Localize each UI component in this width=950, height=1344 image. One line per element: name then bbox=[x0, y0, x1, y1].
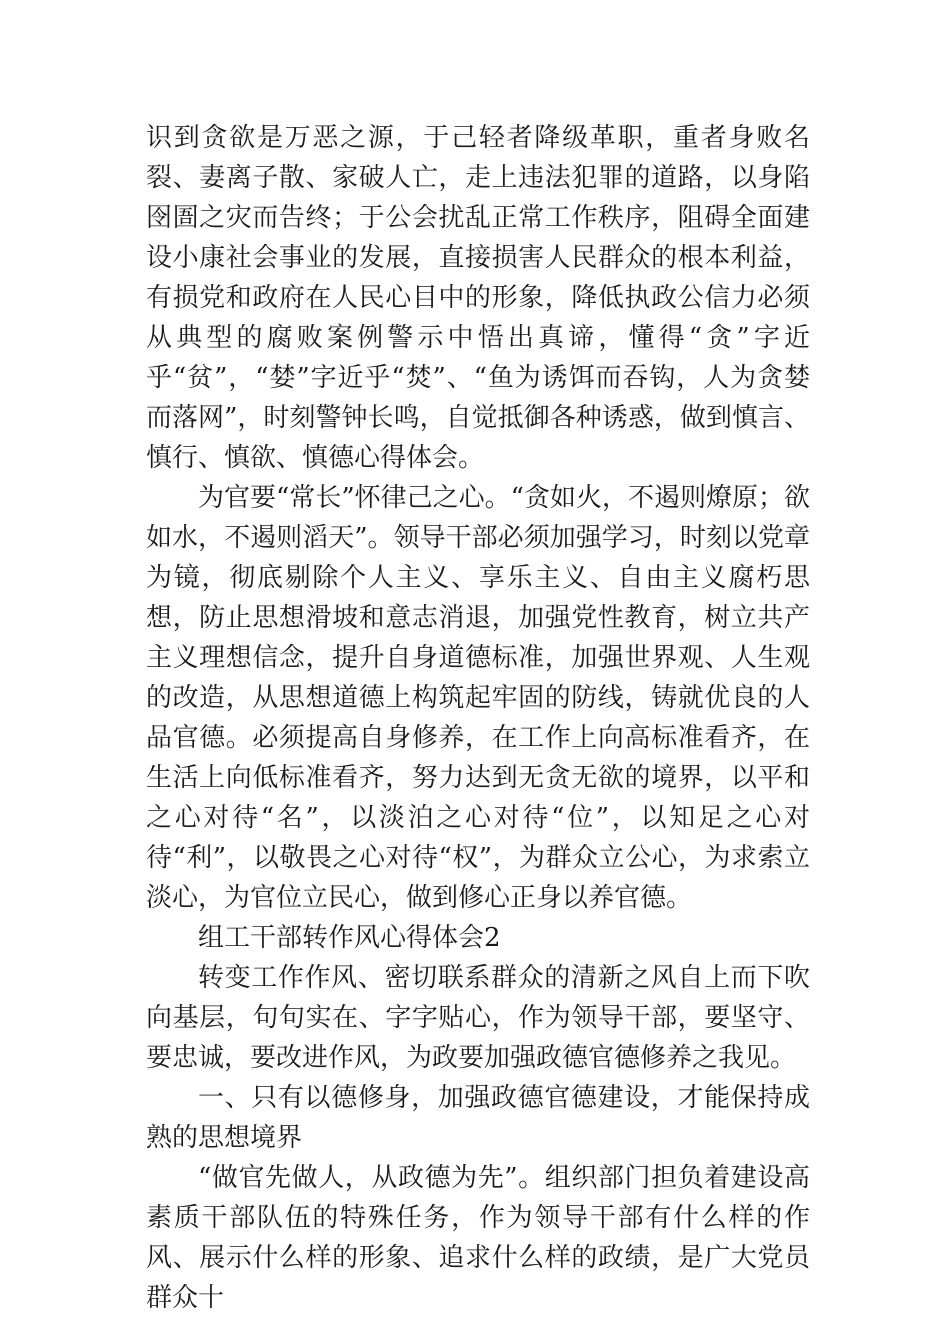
paragraph-greed-warning: 识到贪欲是万恶之源，于己轻者降级革职，重者身败名裂、妻离子散、家破人亡，走上违法犯罪的道路，以身陷囹圄之灾而告终；于公会扰乱正常工作秩序，阻碍全面建设小康社会事业的发展，直接损害人民群众的根本利益，有损党和政府在人民心目中的形象，降低执政公信力必须从典型的腐败案例警示中悟出真谛，懂得“贪”字近乎“贫”，“婪”字近乎“焚”、“鱼为诱饵而吞钩，人为贪婪而落网”，时刻警钟长鸣，自觉抵御各种诱惑，做到慎言、慎行、慎欲、慎德心得体会。 bbox=[146, 123, 810, 473]
section-title: 组工干部转作风心得体会2 bbox=[198, 923, 501, 953]
heading-one: 一、只有以德修身，加强政德官德建设，才能保持成熟的思想境界 bbox=[146, 1083, 810, 1153]
document-page bbox=[146, 118, 810, 1318]
paragraph-virtue-first: “做官先做人，从政德为先”。组织部门担负着建设高素质干部队伍的特殊任务，作为领导干部有什么样的作风、展示什么样的形象、追求什么样的政绩，是广大党员群众十 bbox=[146, 1163, 810, 1313]
paragraph-self-discipline: 为官要“常长”怀律己之心。“贪如火，不遏则燎原；欲如水，不遏则滔天”。领导干部必须加强学习，时刻以党章为镜，彻底剔除个人主义、享乐主义、自由主义腐朽思想，防止思想滑坡和意志消退，加强党性教育，树立共产主义理想信念，提升自身道德标准，加强世界观、人生观的改造，从思想道德上构筑起牢固的防线，铸就优良的人品官德。必须提高自身修养，在工作上向高标准看齐，在生活上向低标准看齐，努力达到无贪无欲的境界，以平和之心对待“名”，以淡泊之心对待“位”，以知足之心对待“利”，以敬畏之心对待“权”，为群众立公心，为求索立淡心，为官位立民心，做到修心正身以养官德。 bbox=[146, 483, 810, 913]
paragraph-style-change: 转变工作作风、密切联系群众的清新之风自上而下吹向基层，句句实在、字字贴心，作为领导干部，要坚守、要忠诚，要改进作风，为政要加强政德官德修养之我见。 bbox=[146, 963, 810, 1073]
